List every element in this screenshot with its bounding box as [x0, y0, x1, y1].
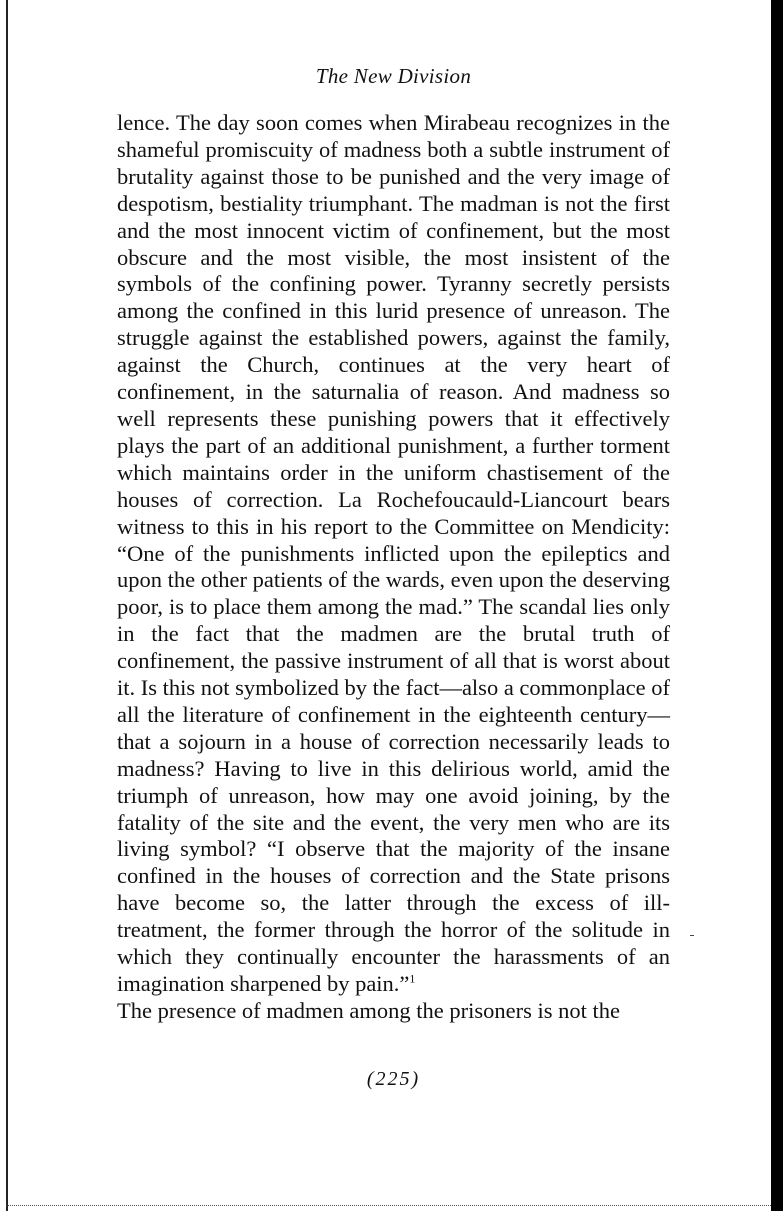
paragraph-1 — [117, 110, 670, 998]
paragraph-2-text: The presence of madmen among the prisoners is not the — [117, 997, 620, 1023]
scan-left-edge — [6, 0, 8, 1211]
paragraph-1-text: lence. The day soon comes when Mirabeau recognizes in the shameful promiscuity of madness both a subtle instrument of brutality against those to be punished and the very image of despotism, bestiality triumphant. The madman is not the first and the most innocent victim of confinement, but the most obscure and the most visible, the most insistent of the symbols of the confining power. Tyranny secretly persists among the confined in this lurid presence of unreason. The struggle against the established powers, against the family, against the Church, continues at the very heart of confinement, in the saturnalia of reason. And madness so well represents these punishing powers that it effectively plays the part of an additional punishment, a further torment which maintains order in the uniform chastisement of the houses of correction. La Rochefoucauld-Liancourt bears witness to this in his report to the Committee on Mendicity: “One of the punishments inflicted upon the epileptics and upon the other patients of the wards, even upon the deserving poor, is to place them among the mad.” The scandal lies only in the fact that the madmen are the brutal truth of confinement, the passive instrument of all that is worst about it. Is this not symbolized by the fact—also a commonplace of all the literature of confinement in the eighteenth century—that a sojourn in a house of correction necessarily leads to madness? Having to live in this delirious world, amid the triumph of unreason, how may one avoid joining, by the fatality of the site and the event, the very men who are its living symbol? “I observe that the majority of the insane confined in the houses of correction and the State prisons have become so, the latter through the excess of ill-treatment, the former through the horror of the solitude in which they continually encounter the harassments of an imagination sharpened by pain.” — [117, 110, 670, 996]
running-head: The New Division — [315, 64, 472, 88]
page-number: (225) — [366, 1068, 421, 1090]
footnote-marker: 1 — [409, 971, 416, 986]
body-text — [117, 110, 670, 1025]
paragraph-2 — [117, 998, 670, 1025]
scan-bottom-edge — [6, 1205, 771, 1207]
scan-speck — [690, 935, 694, 936]
scan-right-edge — [771, 0, 783, 1211]
